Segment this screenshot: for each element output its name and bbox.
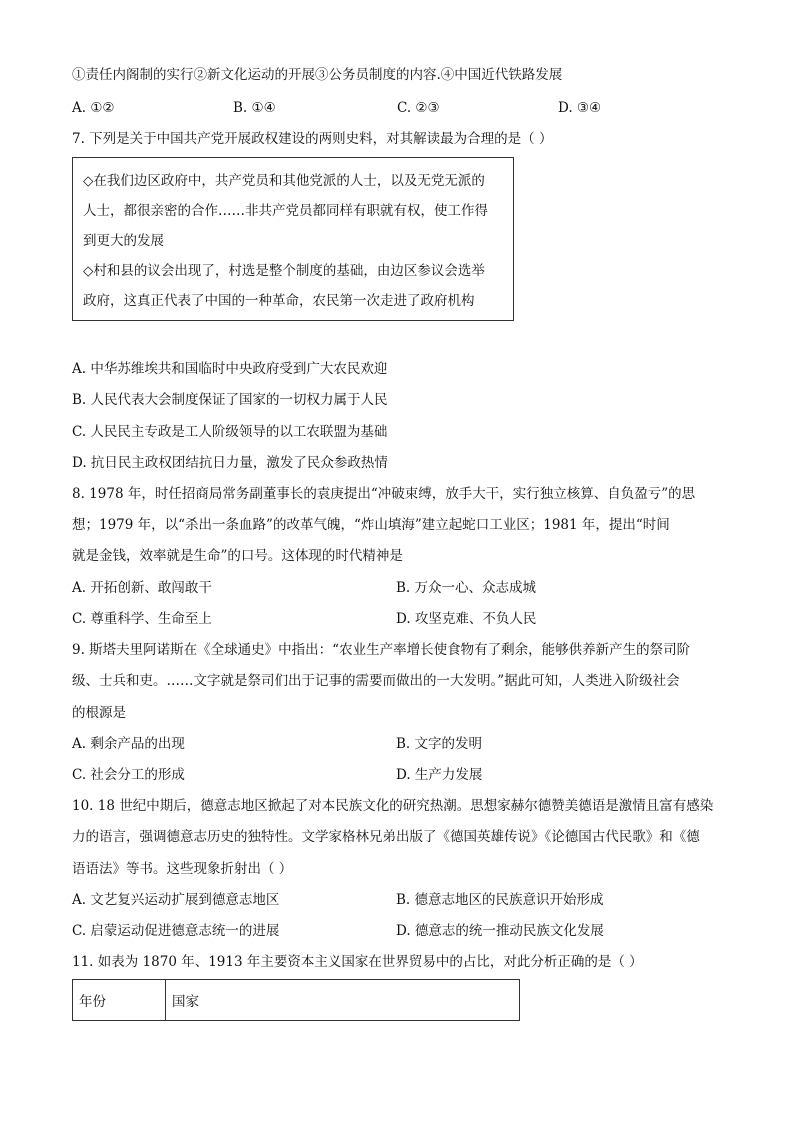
q7-source-box (72, 157, 514, 321)
q8-option-d: D. 攻坚克难、不负人民 (396, 611, 537, 627)
q10-option-a: A. 文艺复兴运动扩展到德意志地区 (72, 892, 280, 908)
q7-option-c: C. 人民民主专政是工人阶级领导的以工农联盟为基础 (72, 424, 388, 440)
q9-stem-line: 的根源是 (72, 705, 126, 721)
q8-stem-line: 想；1979 年，以“杀出一条血路”的改革气魄，“炸山填海”建立起蛇口工业区；1981 年，提出“时间 (72, 517, 670, 533)
q9-stem-line: 级、士兵和吏。……文字就是祭司们出于记事的需要而做出的一大发明。”据此可知，人类进入阶级社会 (72, 673, 680, 689)
q7-option-d: D. 抗日民主政权团结抗日力量，激发了民众参政热情 (72, 455, 388, 471)
q6-option-c: C. ②③ (397, 100, 440, 116)
q6-option-d: D. ③④ (558, 100, 602, 116)
q10-stem-line: 语语法》等书。这些现象折射出（ ） (72, 861, 293, 877)
q7-stem: 7. 下列是关于中国共产党开展政权建设的两则史料，对其解读最为合理的是（ ） (72, 131, 553, 147)
q8-stem-line: 8. 1978 年，时任招商局常务副董事长的袁庚提出“冲破束缚，放手大干，实行独立核算、自负盈亏”的思 (72, 486, 696, 502)
q11-stem: 11. 如表为 1870 年、1913 年主要资本主义国家在世界贸易中的占比，对此分析正确的是（ ） (72, 954, 643, 970)
q6-option-a: A. ①② (72, 100, 115, 116)
q9-option-d: D. 生产力发展 (396, 767, 483, 783)
table-header-country: 国家 (166, 980, 520, 1021)
q9-option-c: C. 社会分工的形成 (72, 767, 185, 783)
q7-source-line: 到更大的发展 (83, 233, 164, 249)
q7-source-line: ◇在我们边区政府中，共产党员和其他党派的人士，以及无党无派的 (83, 173, 485, 189)
q6-option-b: B. ①④ (233, 100, 276, 116)
q7-source-line: 政府，这真正代表了中国的一种革命，农民第一次走进了政府机构 (83, 293, 475, 309)
q7-source-line: 人士，都很亲密的合作……非共产党员都同样有职就有权，使工作得 (83, 203, 488, 219)
q9-option-b: B. 文字的发明 (396, 736, 483, 752)
q9-stem-line: 9. 斯塔夫里阿诺斯在《全球通史》中指出：“农业生产率增长使食物有了剩余，能够供养新产生的祭司阶 (72, 642, 691, 658)
q8-option-b: B. 万众一心、众志成城 (396, 580, 537, 596)
table-header-year: 年份 (73, 980, 166, 1021)
table-row (73, 980, 520, 1021)
q10-option-b: B. 德意志地区的民族意识开始形成 (396, 892, 604, 908)
q7-option-a: A. 中华苏维埃共和国临时中央政府受到广大农民欢迎 (72, 361, 388, 377)
q10-stem-line: 10. 18 世纪中期后，德意志地区掀起了对本民族文化的研究热潮。思想家赫尔德赞美德语是激情且富有感染 (72, 798, 714, 814)
q8-option-a: A. 开拓创新、敢闯敢干 (72, 580, 212, 596)
q8-stem-line: 就是金钱，效率就是生命”的口号。这体现的时代精神是 (72, 548, 403, 564)
q6-items: ①责任内阁制的实行②新文化运动的开展③公务员制度的内容.④中国近代铁路发展 (72, 67, 563, 83)
q11-table (72, 979, 520, 1021)
q7-option-b: B. 人民代表大会制度保证了国家的一切权力属于人民 (72, 392, 388, 408)
q8-option-c: C. 尊重科学、生命至上 (72, 611, 212, 627)
q10-option-d: D. 德意志的统一推动民族文化发展 (396, 923, 604, 939)
q10-option-c: C. 启蒙运动促进德意志统一的进展 (72, 923, 280, 939)
q7-source-line: ◇村和县的议会出现了，村选是整个制度的基础，由边区参议会选举 (83, 263, 485, 279)
q9-option-a: A. 剩余产品的出现 (72, 736, 185, 752)
q10-stem-line: 力的语言，强调德意志历史的独特性。文学家格林兄弟出版了《德国英雄传说》《论德国古代民歌》和《德 (72, 829, 700, 845)
